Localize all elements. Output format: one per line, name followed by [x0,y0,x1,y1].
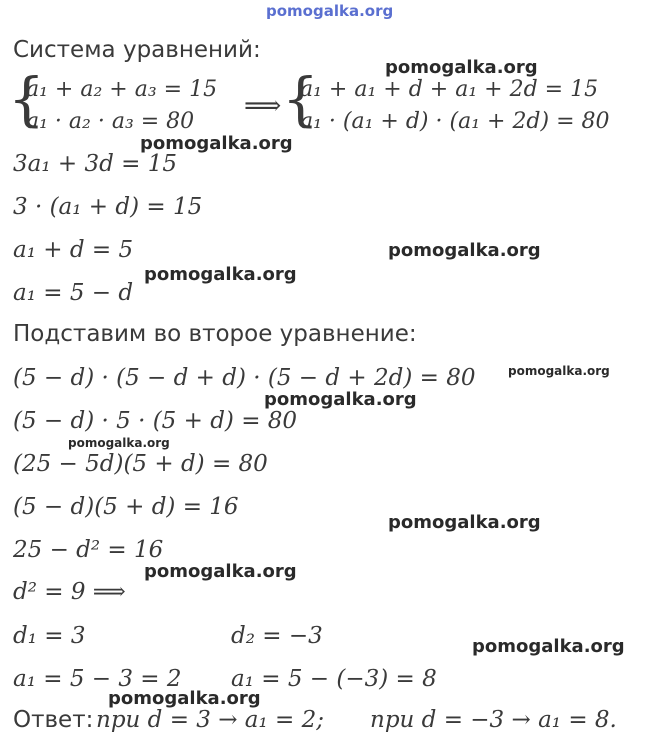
d2-value: d₂ = −3 [231,623,323,649]
watermark: pomogalka.org [388,240,541,261]
line-a1-expr: a₁ = 5 − d [13,280,134,306]
line-product: (25 − 5d)(5 + d) = 80 [13,451,268,477]
answer-case1: при d = 3 → a₁ = 2; [96,707,325,733]
left-brace-1: { [8,65,45,133]
a1-case1: a₁ = 5 − 3 = 2 [13,666,182,692]
header-watermark: pomogalka.org [266,2,394,20]
answer-case2: при d = −3 → a₁ = 8. [370,707,617,733]
watermark: pomogalka.org [472,636,625,657]
watermark: pomogalka.org [264,389,417,410]
answer-label: Ответ: [13,707,94,733]
line-a1-plus-d: a₁ + d = 5 [13,237,134,263]
watermark: pomogalka.org [108,688,261,709]
line-simplified: (5 − d) · 5 · (5 + d) = 80 [13,408,298,434]
watermark: pomogalka.org [388,512,541,533]
implies-arrow: ⟹ [244,91,282,121]
watermark: pomogalka.org [144,561,297,582]
system2-eq2: a₁ · (a₁ + d) · (a₁ + 2d) = 80 [300,109,610,134]
substitute-title: Подставим во второе уравнение: [13,321,417,347]
watermark: pomogalka.org [385,57,538,78]
left-brace-2: { [282,65,319,133]
watermark: pomogalka.org [144,264,297,285]
system-title: Система уравнений: [13,37,261,63]
system1-eq1: a₁ + a₂ + a₃ = 15 [26,77,218,102]
watermark: pomogalka.org [140,133,293,154]
line-difference-squares: 25 − d² = 16 [13,537,164,563]
line-d-squared: d² = 9 ⟹ [13,579,126,605]
system1-eq2: a₁ · a₂ · a₃ = 80 [26,109,195,134]
a1-case2: a₁ = 5 − (−3) = 8 [231,666,437,692]
watermark: pomogalka.org [68,436,170,450]
line-factor-3: 3 · (a₁ + d) = 15 [13,194,203,220]
line-substitution: (5 − d) · (5 − d + d) · (5 − d + 2d) = 80 [13,365,476,391]
watermark: pomogalka.org [508,364,610,378]
line-3a1-3d: 3a₁ + 3d = 15 [13,151,177,177]
line-divided: (5 − d)(5 + d) = 16 [13,494,239,520]
d1-value: d₁ = 3 [13,623,86,649]
system2-eq1: a₁ + a₁ + d + a₁ + 2d = 15 [300,77,599,102]
